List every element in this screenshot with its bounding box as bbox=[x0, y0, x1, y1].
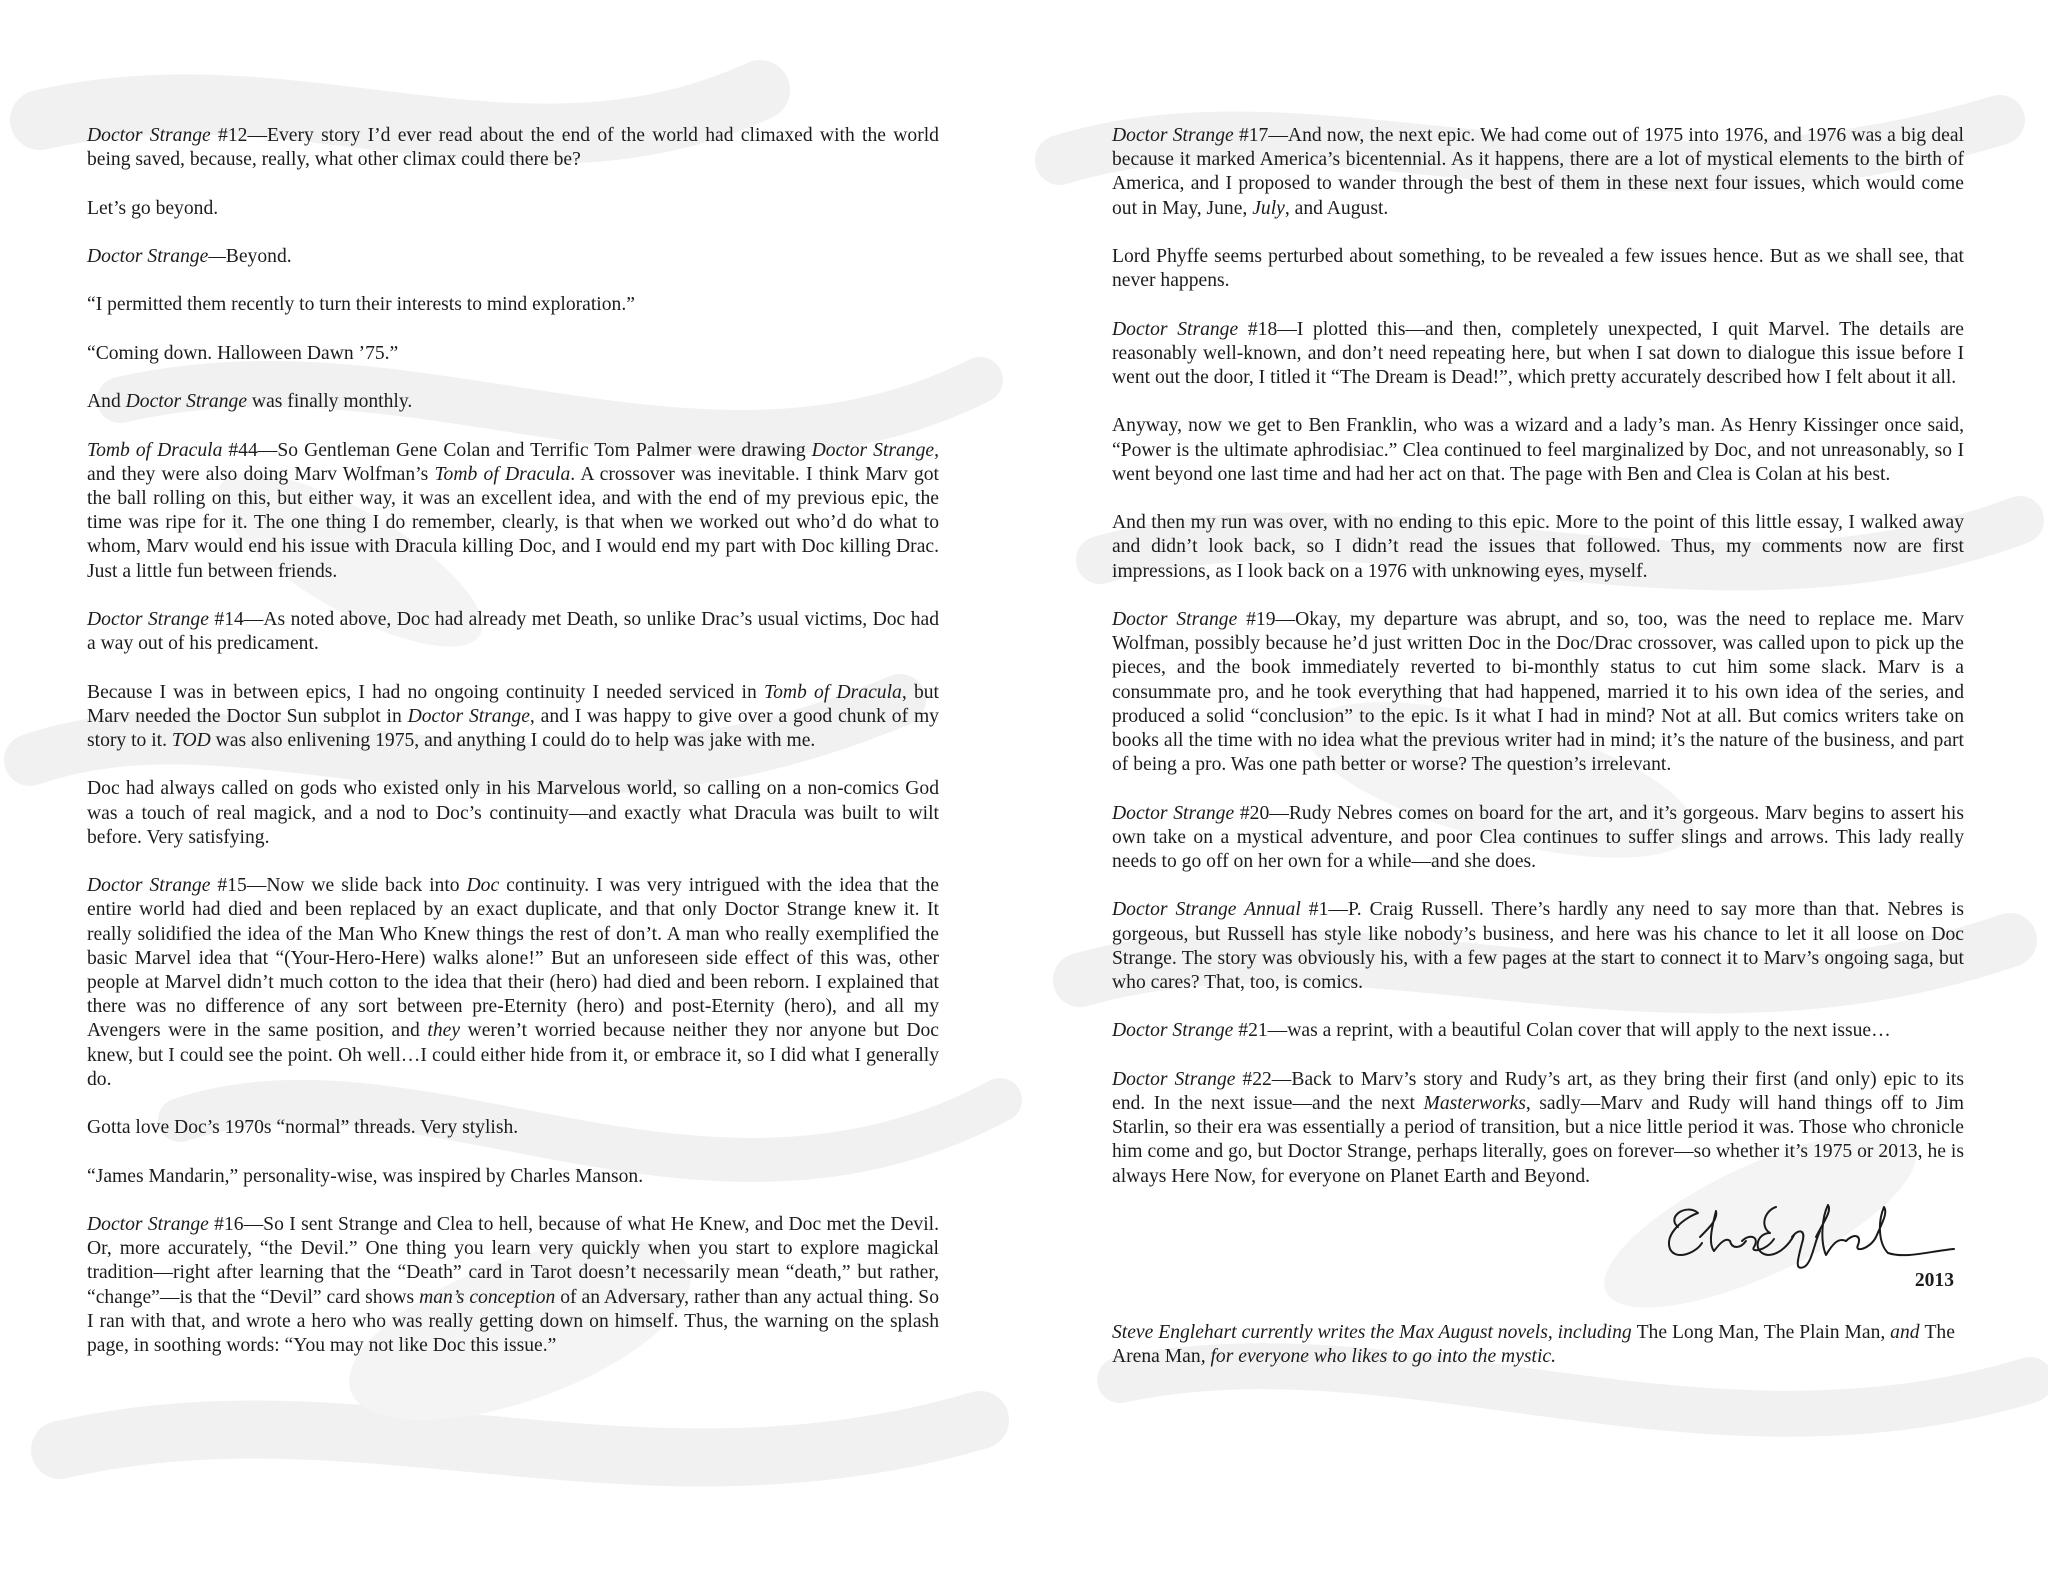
paragraph bbox=[87, 874, 939, 1092]
text-run: of an Adversary, rather than any actual thing. So I ran with that, and wrote a hero who was really getting down on himself. Thus, the warning on the splash page, in soothing words: “You may not like Doc this issue.” bbox=[87, 1286, 939, 1356]
paragraph bbox=[1112, 802, 1964, 875]
italic-text-run: , for everyone who likes to go into the mystic. bbox=[1200, 1346, 1557, 1367]
text-run: Doc had always called on gods who existed only in his Marvelous world, so calling on a non-comics God was a touch of real magick, and a nod to Doc’s continuity—and exactly what Dracula was built to wilt before. Very satisfying. bbox=[87, 778, 939, 848]
italic-text-run: Doctor Strange— bbox=[87, 245, 226, 267]
text-run: #1—P. Craig Russell. There’s hardly any need to say more than that. Nebres is gorgeous, but Russell has style like nobody’s business, and here was his chance to let it all loose on Doc Strange. The story was obviously his, with a few pages at the start to connect it to Marv’s ongoing saga, but who cares? That, too, is comics. bbox=[1112, 899, 1964, 993]
handwritten-signature bbox=[1656, 1197, 1956, 1277]
text-run: The Arena Man bbox=[1112, 1321, 1955, 1367]
paragraph bbox=[1112, 608, 1964, 777]
italic-text-run: Doctor Strange bbox=[1112, 1068, 1236, 1090]
text-run: Because I was in between epics, I had no ongoing continuity I needed serviced in bbox=[87, 681, 764, 703]
text-run: #20—Rudy Nebres comes on board for the art, and it’s gorgeous. Marv begins to assert his own take on a mystical adventure, and poor Clea continues to suffer slings and arrows. This lady really needs to go off on her own for a while—and she does. bbox=[1112, 802, 1964, 872]
paragraph bbox=[87, 245, 939, 269]
text-run: #18—I plotted this—and then, completely unexpected, I quit Marvel. The details are reasonably well-known, and don’t need repeating here, but when I sat down to dialogue this issue before I went out the door, I titled it “The Dream is Dead!”, which pretty accurately described how I felt about it all. bbox=[1112, 318, 1964, 388]
text-run: The Plain Man bbox=[1763, 1321, 1881, 1343]
italic-text-run: Doctor Strange bbox=[1112, 318, 1239, 340]
paragraph bbox=[87, 439, 939, 584]
italic-text-run: Doctor Strange bbox=[1112, 1020, 1234, 1042]
italic-text-run: Doctor Strange Annual bbox=[1112, 899, 1301, 921]
text-run: . A crossover was inevitable. I think Marv got the ball rolling on this, but either way, it was an excellent idea, and with the end of my previous epic, the time was ripe for it. The one thing I do remember, clearly, is that when we worked out who’d do what to whom, Marv would end his issue with Dracula killing Doc, and I would end my part with Doc killing Drac. Just a little fun between friends. bbox=[87, 463, 939, 582]
text-run: Lord Phyffe seems perturbed about something, to be revealed a few issues hence. But as we shall see, that never happens. bbox=[1112, 246, 1964, 292]
italic-text-run: Doctor Strange bbox=[125, 391, 248, 413]
text-run: #19—Okay, my departure was abrupt, and so, too, was the need to replace me. Marv Wolfman, possibly because he’d just written Doc in the Doc/Drac crossover, was called upon to pick up the pieces, and the book immediately reverted to bi-monthly status to cut him some slack. Marv is a consummate pro, and he took everything that had happened, married it to his own idea of the series, and produced a solid “conclusion” to the epic. Is it what I had in mind? Not at all. But comics writers take on books all the time with no idea what the previous writer had in mind; it’s the nature of the business, and part of being a pro. Was one path better or worse? The question’s irrelevant. bbox=[1112, 608, 1964, 776]
paragraph bbox=[87, 197, 939, 221]
text-run: And bbox=[87, 391, 126, 413]
paragraph bbox=[87, 342, 939, 366]
italic-text-run: Tomb of Dracula bbox=[763, 681, 902, 703]
text-run: #17—And now, the next epic. We had come out of 1975 into 1976, and 1976 was a big deal because it marked America’s bicentennial. As it happens, there are a lot of mystical elements to the birth of America, and I proposed to wander through the best of them in these next four issues, which would come out in May, June, bbox=[1112, 125, 1964, 219]
italic-text-run: TOD bbox=[171, 729, 211, 751]
italic-text-run: Doctor Strange bbox=[1112, 125, 1234, 146]
paragraph bbox=[87, 1165, 939, 1189]
text-run: Gotta love Doc’s 1970s “normal” threads. Very stylish. bbox=[87, 1117, 519, 1139]
italic-text-run: Doctor Strange bbox=[87, 608, 209, 630]
italic-text-run: Steve Englehart currently writes the Max August novels, including bbox=[1112, 1321, 1637, 1343]
paragraph bbox=[1112, 124, 1964, 221]
paragraph bbox=[87, 390, 939, 414]
paragraph bbox=[1112, 1068, 1964, 1189]
text-run: #44—So Gentleman Gene Colan and Terrific Tom Palmer were drawing bbox=[222, 439, 812, 461]
text-run: #21—was a reprint, with a beautiful Colan cover that will apply to the next issue… bbox=[1233, 1020, 1891, 1042]
text-run: , and I was happy to give over a good chunk of my story to it. bbox=[87, 705, 939, 751]
left-column bbox=[87, 124, 939, 1358]
paragraph bbox=[1112, 318, 1964, 391]
italic-text-run: Doctor Strange bbox=[811, 439, 935, 461]
paragraph bbox=[87, 608, 939, 656]
paragraph bbox=[1112, 414, 1964, 487]
italic-text-run: man’s conception bbox=[419, 1286, 556, 1308]
author-bio bbox=[1112, 1321, 1964, 1369]
text-run: #14—As noted above, Doc had already met Death, so unlike Drac’s usual victims, Doc had a way out of his predicament. bbox=[87, 608, 939, 655]
italic-text-run: , bbox=[1754, 1321, 1764, 1343]
text-run: The Long Man bbox=[1636, 1321, 1755, 1343]
signature-block bbox=[1112, 1189, 1964, 1321]
italic-text-run: Doctor Strange bbox=[87, 875, 211, 897]
text-run: Let’s go beyond. bbox=[87, 197, 219, 219]
text-run: “Coming down. Halloween Dawn ’75.” bbox=[87, 342, 399, 364]
paragraph bbox=[1112, 511, 1964, 584]
paragraph bbox=[87, 681, 939, 754]
italic-text-run: July bbox=[1252, 197, 1285, 219]
italic-text-run: Tomb of Dracula bbox=[87, 439, 223, 461]
italic-text-run: Doctor Strange bbox=[1112, 802, 1235, 824]
signature-year: 2013 bbox=[1914, 1269, 1954, 1291]
text-run: continuity. I was very intrigued with the idea that the entire world had died and been replaced by an exact duplicate, and that only Doctor Strange knew it. It really solidified the idea of the Man Who Knew things the rest of don’t. A man who really exemplified the basic Marvel idea that “(Your-Hero-Here) walks alone!” But an unforeseen side effect of this was, other people at Marvel didn’t much cotton to the idea that their (hero) had died and been reborn. I explained that there was no difference of any sort between pre-Eternity (hero) and post-Eternity (hero), and all my Avengers were in the same position, and bbox=[87, 875, 940, 1042]
text-run: , sadly—Marv and Rudy will hand things off to Jim Starlin, so their era was essentially a period of transition, but a nice little period it was. Those who chronicle him come and go, but Doctor Strange, perhaps literally, goes on forever—so whether it’s 1975 or 2013, he is always Here Now, for everyone on Planet Earth and Beyond. bbox=[1112, 1092, 1964, 1187]
italic-text-run: Doctor Strange bbox=[87, 1213, 209, 1235]
paragraph bbox=[1112, 245, 1964, 293]
text-run: #15—Now we slide back into bbox=[210, 875, 467, 897]
text-run: And then my run was over, with no ending to this epic. More to the point of this little essay, I walked away and didn’t look back, so I didn’t read the issues that followed. Thus, my comments now are first impressions, as I look back on a 1976 with unknowing eyes, myself. bbox=[1112, 512, 1964, 582]
paragraph bbox=[87, 777, 939, 850]
text-run: was also enlivening 1975, and anything I could do to help was jake with me. bbox=[210, 729, 816, 751]
italic-text-run: , and bbox=[1880, 1321, 1925, 1343]
paragraph bbox=[1112, 1019, 1964, 1043]
paragraph bbox=[87, 124, 939, 172]
text-run: , and they were also doing Marv Wolfman’s bbox=[87, 439, 939, 485]
right-column bbox=[1112, 124, 1964, 1369]
text-run: #12—Every story I’d ever read about the end of the world had climaxed with the world being saved, because, really, what other climax could there be? bbox=[87, 125, 939, 171]
text-run: weren’t worried because neither they nor anyone but Doc knew, but I could see the point. Oh well…I could either hide from it, or embrace it, so I did what I generally do. bbox=[87, 1020, 939, 1090]
text-run: “James Mandarin,” personality-wise, was inspired by Charles Manson. bbox=[87, 1165, 644, 1187]
italic-text-run: Tomb of Dracula bbox=[434, 463, 571, 485]
italic-text-run: they bbox=[427, 1020, 461, 1042]
paragraph bbox=[1112, 898, 1964, 995]
text-run: #22—Back to Marv’s story and Rudy’s art, as they bring their first (and only) epic to its end. In the next issue—and the next bbox=[1112, 1068, 1964, 1114]
italic-text-run: Doctor Strange bbox=[87, 125, 211, 146]
text-run: Anyway, now we get to Ben Franklin, who was a wizard and a lady’s man. As Henry Kissinger once said, “Power is the ultimate aphrodisiac.” Clea continued to feel marginalized by Doc, and not unreasonably, so I went beyond one last time and had her act on that. The page with Ben and Clea is Colan at his best. bbox=[1112, 415, 1964, 485]
italic-text-run: Doc bbox=[466, 875, 500, 897]
text-run: “I permitted them recently to turn their interests to mind exploration.” bbox=[87, 294, 635, 316]
paragraph bbox=[87, 1116, 939, 1140]
paragraph bbox=[87, 293, 939, 317]
text-run: , but Marv needed the Doctor Sun subplot in bbox=[87, 681, 939, 727]
text-run: , and August. bbox=[1284, 197, 1389, 219]
italic-text-run: Doctor Strange bbox=[1112, 608, 1238, 630]
text-run: #16—So I sent Strange and Clea to hell, because of what He Knew, and Doc met the Devil. Or, more accurately, “the Devil.” One thing you learn very quickly when you start to explore magickal tradition—right after learning that the “Death” card in Tarot doesn’t necessarily mean “death,” but rather, “change”—is that the “Devil” card shows bbox=[87, 1213, 939, 1308]
italic-text-run: Doctor Strange bbox=[407, 705, 530, 727]
paragraph bbox=[87, 1213, 939, 1358]
text-run: Beyond. bbox=[225, 245, 292, 267]
right-column-body bbox=[1112, 124, 1964, 1189]
italic-text-run: Masterworks bbox=[1423, 1092, 1526, 1114]
text-run: was finally monthly. bbox=[247, 391, 413, 413]
